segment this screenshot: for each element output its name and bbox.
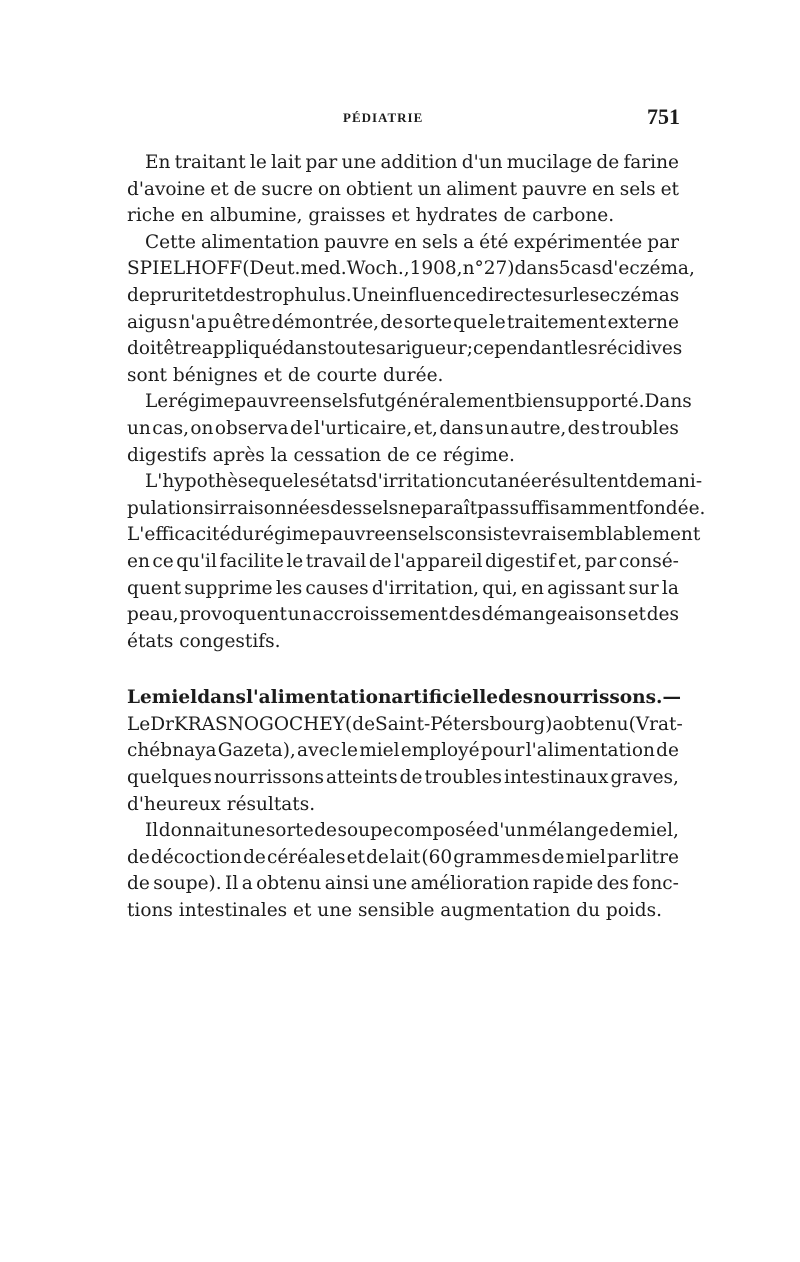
paragraph (127, 469, 706, 655)
text-line: d'avoine et de sucre on obtient un aliment pauvre en sels et (127, 178, 679, 200)
text-line: SPIELHOFF (Deut. med. Woch., 1908, n° 27) dans 5 cas d'eczéma, (127, 258, 695, 280)
paragraph (127, 685, 683, 818)
page-body (127, 150, 706, 925)
page-number: 751 (647, 104, 680, 129)
text-line: tions intestinales et une sensible augmentation du poids. (127, 900, 662, 922)
text-line: Le Dr KRASNOGOCHEY (de Saint-Pétersbourg) a obtenu (Vrat- (127, 713, 683, 735)
text-line: En traitant le lait par une addition d'un mucilage de farine (145, 152, 679, 173)
text-line: de soupe). Il a obtenu ainsi une amélioration rapide des fonc- (127, 873, 679, 895)
text-line: doit être appliqué dans toute sa rigueur ; cependant les récidives (127, 338, 683, 360)
paragraph (127, 230, 695, 390)
text-line: un cas, on observa de l'urticaire, et, dans un autre, des troubles (127, 417, 679, 439)
text-line: chébnaya Gazeta), avec le miel employé pour l'alimentation de (127, 740, 679, 762)
section-gap (127, 655, 679, 685)
text-line: sont bénignes et de courte durée. (127, 364, 444, 386)
text-line: quelques nourrissons atteints de troubles intestinaux graves, (127, 767, 679, 789)
text-line: L'hypothèse que les états d'irritation cutanée résultent de mani- (145, 471, 703, 493)
section-heading: Le miel dans l'alimentation artificielle des nourrissons. — (127, 687, 681, 709)
text-line: Il donnait une sorte de soupe composée d'un mélange de miel, (145, 820, 679, 842)
text-line: riche en albumine, graisses et hydrates de carbone. (127, 205, 615, 227)
text-line: de décoction de céréales et de lait (60 grammes de miel par litre (127, 846, 679, 868)
text-line: Cette alimentation pauvre en sels a été expérimentée par (145, 231, 679, 253)
text-line: de prurit et de strophulus. Une influence directe sur les eczémas (127, 284, 680, 306)
page-header (128, 104, 680, 134)
text-line: peau, provoquent un accroissement des démangeaisons et des (127, 604, 679, 626)
paragraph (127, 150, 679, 230)
paragraph (127, 818, 679, 924)
text-line: aigus n'a pu être démontrée, de sorte que le traitement externe (127, 311, 679, 333)
paragraph (127, 389, 692, 469)
text-line: en ce qu'il facilite le travail de l'appareil digestif et, par consé- (127, 550, 679, 572)
text-line: d'heureux résultats. (127, 793, 316, 815)
text-line: digestifs après la cessation de ce régime. (127, 444, 515, 466)
running-title: PÉDIATRIE (343, 110, 424, 125)
text-line: L'efficacité du régime pauvre en sels consiste vraisemblablement (127, 524, 701, 546)
text-line: états congestifs. (127, 630, 281, 652)
text-line: quent supprime les causes d'irritation, qui, en agissant sur la (127, 577, 679, 599)
text-line: Le régime pauvre en sels fut généralement bien supporté. Dans (145, 391, 692, 413)
text-line: pulations irraisonnées des sels ne paraît pas suffisamment fondée. (127, 497, 706, 519)
